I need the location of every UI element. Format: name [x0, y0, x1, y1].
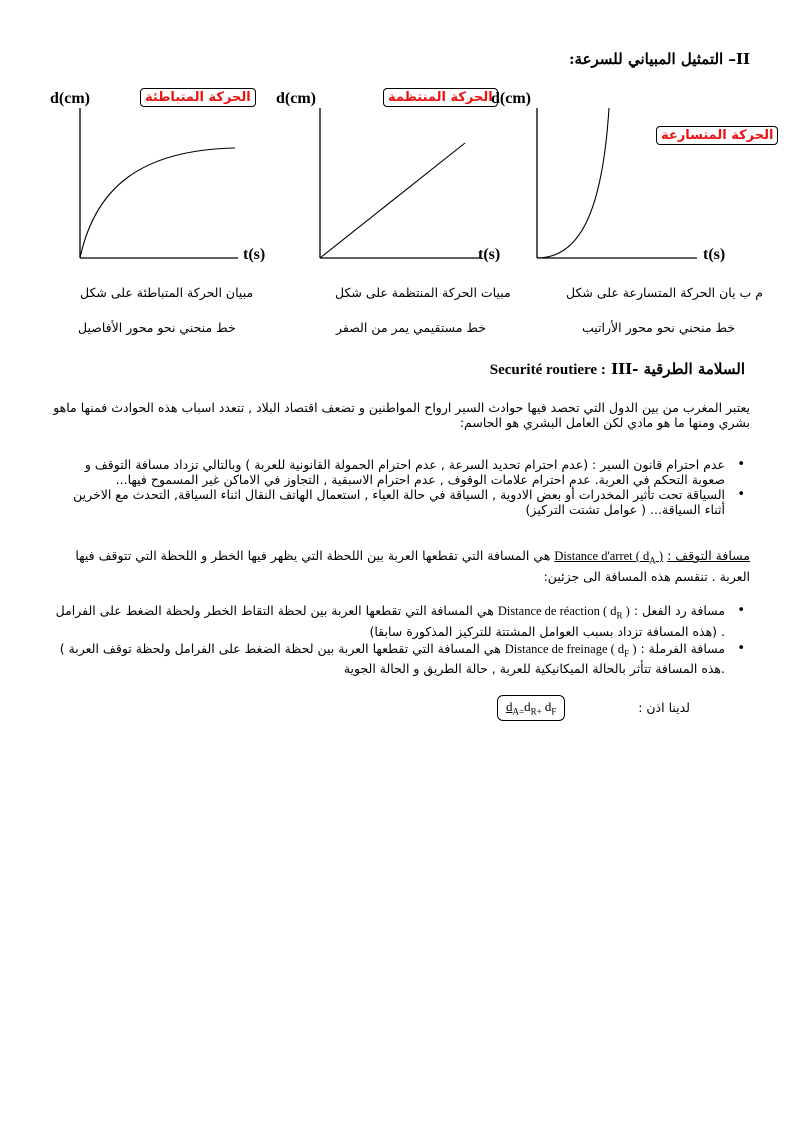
stopping-distance-text: هي المسافة التي تقطعها العربة بين اللحظة التي يظهر فيها الخطر و اللحظة التي تتوقف فيها العربة . تنقسم هذه المسافة الى جزئين: [75, 548, 750, 584]
graph-accelerated-y-label: d(cm) [491, 90, 531, 107]
section-3-title-fr: Securité routiere : [489, 362, 606, 378]
section-3-title-ar: السلامة الطرقية -III [611, 360, 745, 378]
graph-decelerated-caption-2: خط منحني نحو محور الأفاصيل [78, 320, 236, 335]
list-item: • مسافة الفرملة : Distance de freinage ( $d_F$ ) هي المسافة التي تقطعها العربة بين لحظة الضغط على الفرامل ولحظة توقف العربة ) .هذه المسافة تتأثر بالحالة الميكانيكية للعربة , حالة الطريق و الحالة الجوية [50, 641, 745, 677]
stopping-distance-definition [50, 548, 750, 584]
graph-uniform-y-label: d(cm) [276, 90, 316, 107]
graph-decelerated-y-label: d(cm) [50, 90, 90, 107]
braking-distance-term: Distance de freinage ( $d_F$ ) [504, 641, 637, 658]
intro-paragraph: يعتبر المغرب من بين الدول التي تحصد فيها حوادث السير ارواح المواطنين و تضعف اقتصاد البلاد , تتعدد اسباب هذه الحوادث فمنها ماهو بشري ومنها ما هو مادي لكن العامل البشري هو الحاسم: [53, 400, 750, 430]
graph-decelerated [70, 108, 270, 268]
list-item: • السياقة تحت تأثير المخدرات أو بعض الادوية , السياقة في حالة العياء , استعمال الهاتف النقال اثناء السياقة, التحدث مع الاخرين أثناء السياقة... ( عوامل تشتت التركيز) [50, 487, 745, 517]
section-3-title [490, 360, 745, 379]
graph-accelerated-caption-1: م ب يان الحركة المتسارعة على شكل [566, 285, 764, 300]
list-item: • مسافة رد الفعل : Distance de réaction ( $d_R$ ) هي المسافة التي تقطعها العربة بين لحظة التقاط الخطر ولحظة الضغط على الفرامل . (هذه المسافة تزداد بسبب العوامل المشتتة للتركيز المذكورة سابقا) [50, 603, 745, 639]
graph-uniform [310, 108, 510, 268]
graph-accelerated-curve [537, 108, 609, 258]
graph-uniform-caption-1: مبيات الحركة المنتظمة على شكل [335, 285, 511, 300]
graph-uniform-caption-2: خط مستقيمي يمر من الصفر [336, 320, 486, 335]
graph-decelerated-badge: الحركة المتباطئة [140, 88, 256, 107]
graph-accelerated-badge: الحركة المتسارعة [656, 126, 778, 145]
graph-uniform-badge: الحركة المنتظمة [383, 88, 498, 107]
graph-decelerated-x-label: t(s) [243, 246, 266, 263]
stopping-distance-label: مسافة التوقف : [667, 548, 750, 563]
graph-accelerated [527, 108, 727, 268]
stopping-distance-term: Distance d'arret ( $d_A$ ) [554, 549, 664, 566]
graph-uniform-line [320, 143, 465, 258]
graph-decelerated-curve [80, 148, 235, 258]
conclusion-label: لدينا اذن : [638, 700, 690, 715]
graph-accelerated-x-label: t(s) [703, 246, 726, 263]
graph-uniform-x-label: t(s) [478, 246, 501, 263]
stopping-distance-formula: $d_{A=}d_{R+}$ $d_F$ [497, 695, 565, 721]
section-2-title: II– التمثيل المبياني للسرعة: [569, 50, 750, 68]
graph-decelerated-caption-1: مبيان الحركة المتباطئة على شكل [80, 285, 254, 300]
distance-parts-list [50, 603, 745, 676]
reaction-distance-term: Distance de réaction ( $d_R$ ) [497, 604, 630, 621]
causes-list [50, 457, 745, 517]
graph-accelerated-caption-2: خط منحني نحو محور الأراتيب [582, 320, 736, 335]
list-item: • عدم احترام قانون السير : (عدم احترام تحديد السرعة , عدم احترام الحمولة القانونية للعربة ) وبالتالي تزداد مسافة التوقف و صعوبة التحكم في العربة. عدم احترام علامات الوقوف , عدم احترام الاسبقية , التجاوز في الاماكن غير المسموح فيها... [50, 457, 745, 487]
